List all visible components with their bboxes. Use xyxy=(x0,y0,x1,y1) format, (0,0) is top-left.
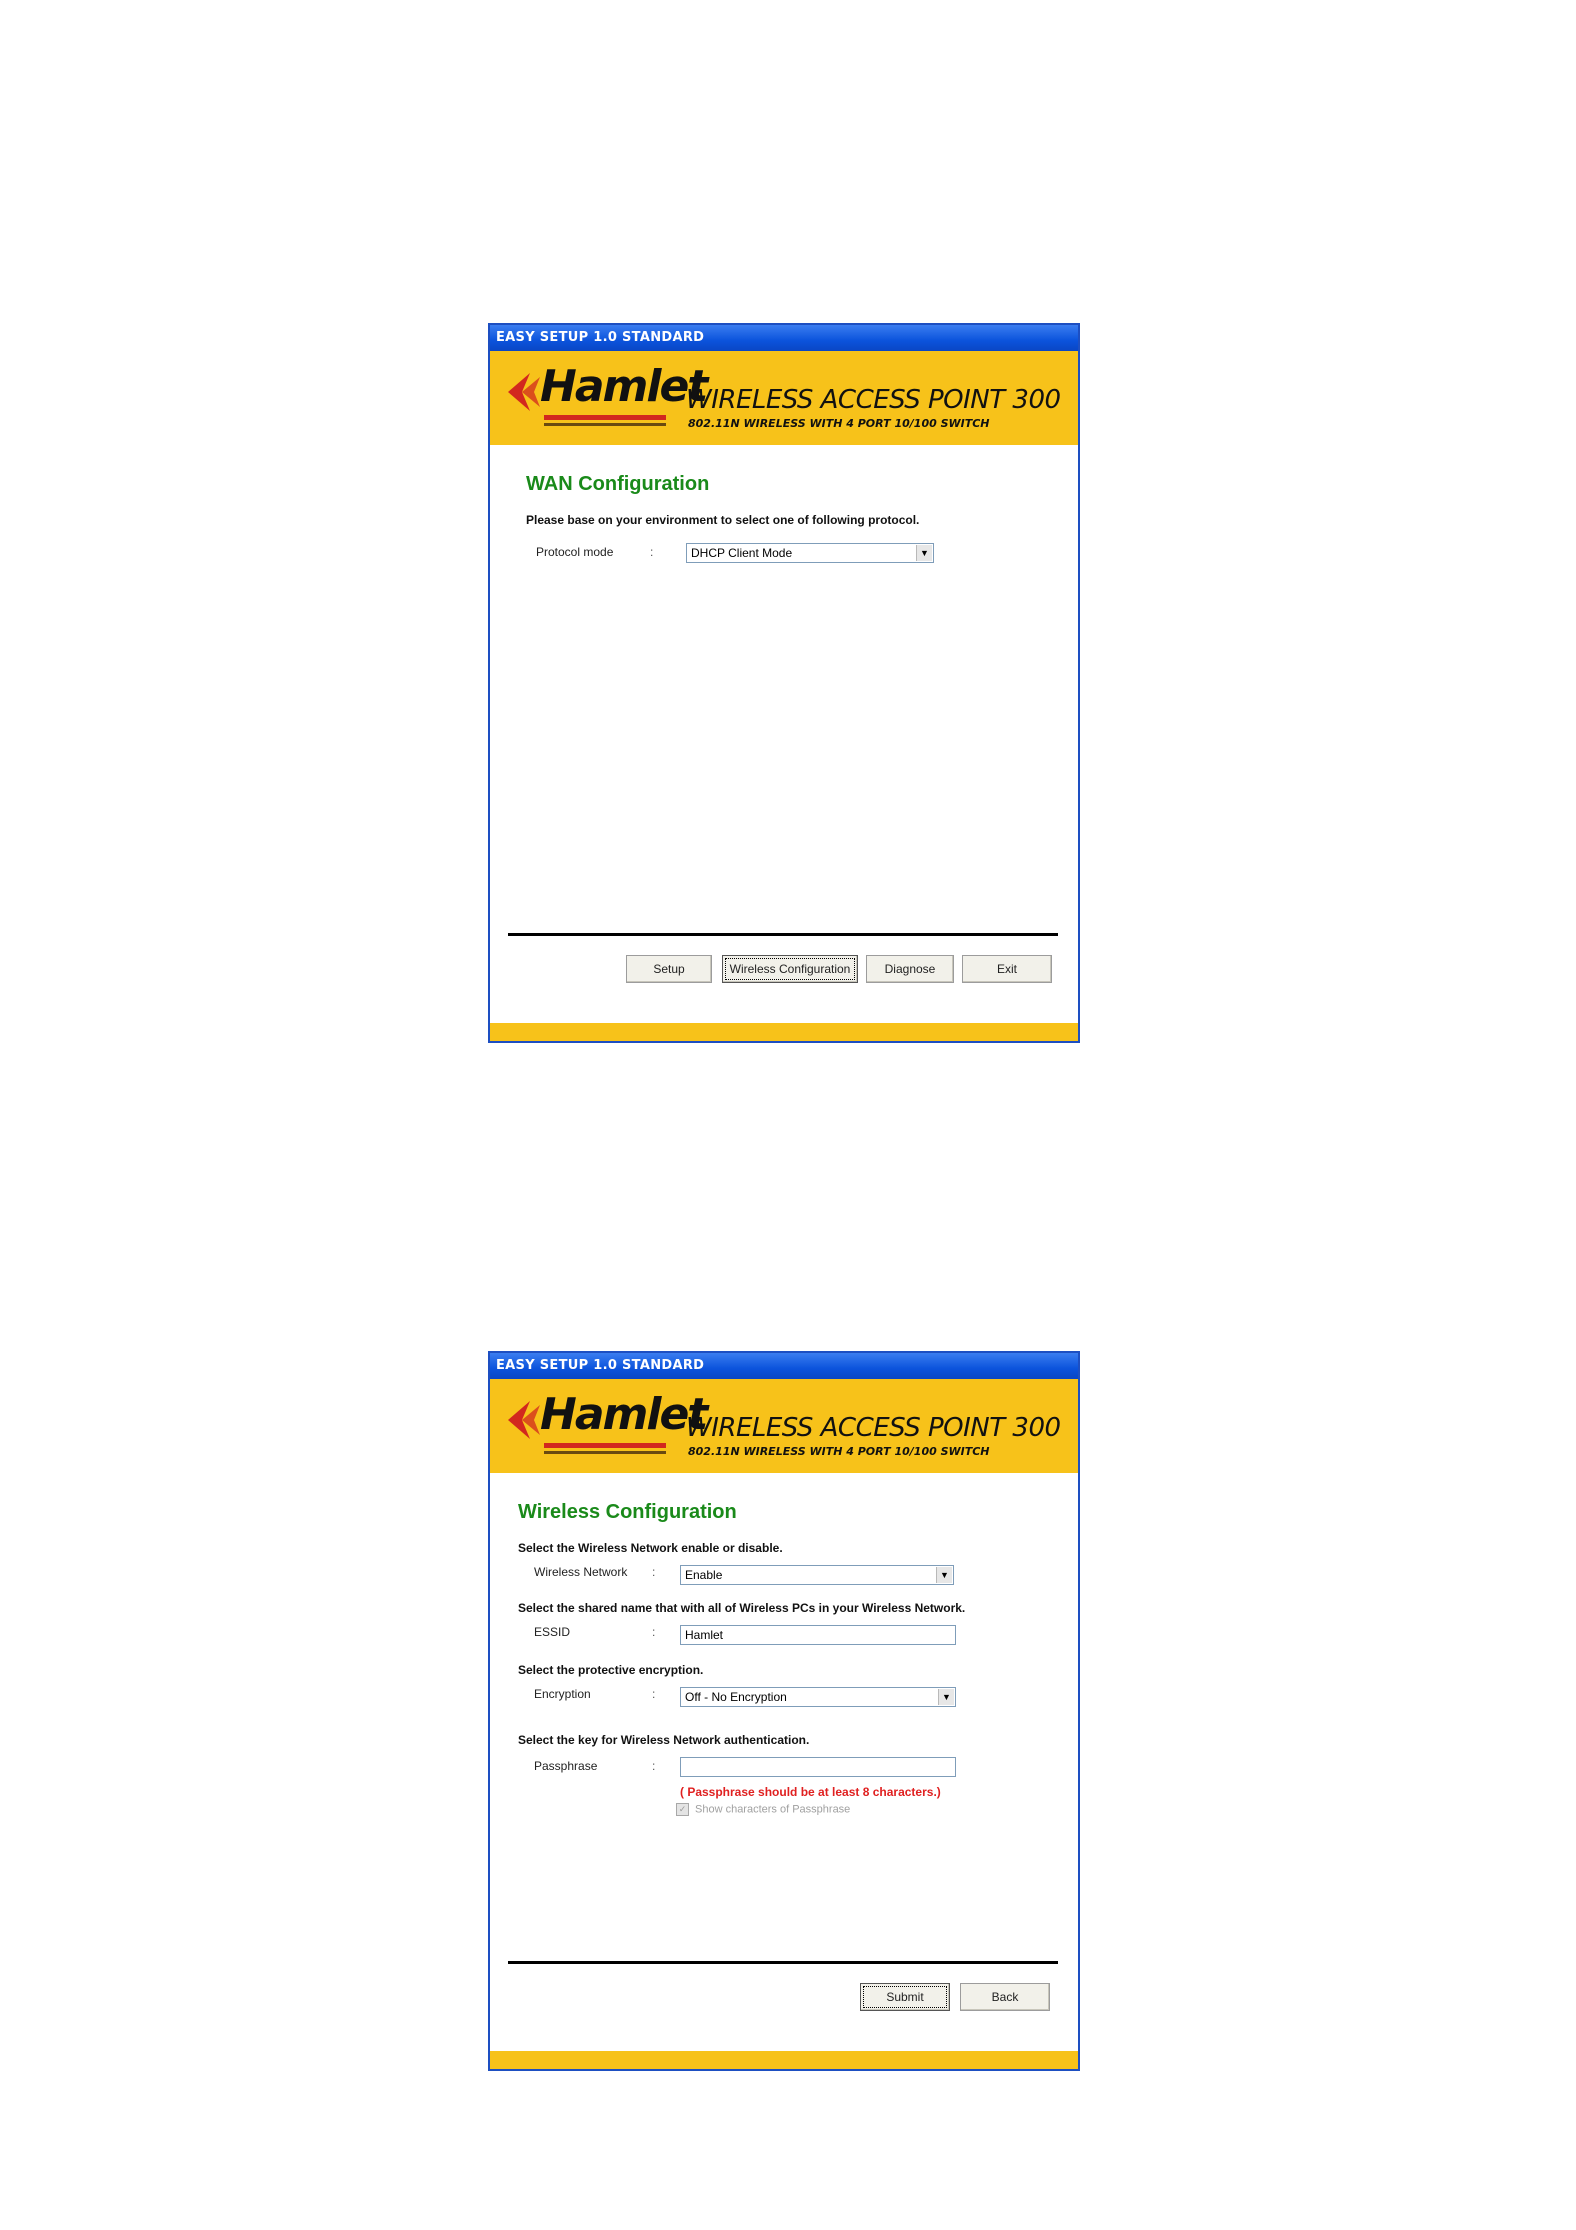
submit-button[interactable]: Submit xyxy=(860,1983,950,2011)
essid-instruction: Select the shared name that with all of Wireless PCs in your Wireless Network. xyxy=(518,1601,966,1615)
wireless-setup-window xyxy=(488,1351,1080,2071)
show-passphrase-row[interactable] xyxy=(676,1803,850,1816)
passphrase-warning: ( Passphrase should be at least 8 characters.) xyxy=(680,1785,941,1799)
protocol-mode-select[interactable] xyxy=(686,543,934,563)
window-title-bar: EASY SETUP 1.0 STANDARD xyxy=(490,325,1078,351)
divider-line xyxy=(508,1961,1058,1964)
footer-bar xyxy=(490,2051,1078,2069)
logo-underline xyxy=(544,415,666,420)
essid-label: ESSID xyxy=(534,1625,571,1639)
protocol-instruction: Please base on your environment to select one of following protocol. xyxy=(526,513,920,527)
hamlet-logo xyxy=(500,361,707,435)
section-title: WAN Configuration xyxy=(526,473,710,495)
wireless-content xyxy=(490,1473,1078,2069)
wireless-network-select[interactable] xyxy=(680,1565,954,1585)
hamlet-logo xyxy=(500,1389,707,1463)
logo-tagline xyxy=(544,423,666,426)
product-subtitle: 802.11N WIRELESS WITH 4 PORT 10/100 SWITCH xyxy=(688,417,990,430)
wireless-network-label: Wireless Network xyxy=(534,1565,628,1579)
show-passphrase-checkbox[interactable]: ✓ xyxy=(676,1803,689,1816)
section-title: Wireless Configuration xyxy=(518,1501,737,1523)
product-subtitle: 802.11N WIRELESS WITH 4 PORT 10/100 SWITCH xyxy=(688,1445,990,1458)
network-instruction: Select the Wireless Network enable or disable. xyxy=(518,1541,783,1555)
logo-underline xyxy=(544,1443,666,1448)
setup-button[interactable]: Setup xyxy=(626,955,712,983)
product-title: WIRELESS ACCESS POINT 300 xyxy=(686,1413,1061,1443)
footer-bar xyxy=(490,1023,1078,1041)
label-colon: : xyxy=(652,1687,656,1701)
wireless-configuration-button[interactable]: Wireless Configuration xyxy=(722,955,858,983)
header-banner xyxy=(490,351,1078,445)
essid-input[interactable]: Hamlet xyxy=(680,1625,956,1645)
header-banner xyxy=(490,1379,1078,1473)
logo-wordmark: Hamlet xyxy=(540,361,707,412)
label-colon: : xyxy=(652,1625,656,1639)
encryption-value: Off - No Encryption xyxy=(685,1690,787,1704)
back-button[interactable]: Back xyxy=(960,1983,1050,2011)
key-instruction: Select the key for Wireless Network authentication. xyxy=(518,1733,810,1747)
window-title-bar: EASY SETUP 1.0 STANDARD xyxy=(490,1353,1078,1379)
logo-tagline xyxy=(544,1451,666,1454)
diagnose-button[interactable]: Diagnose xyxy=(866,955,954,983)
label-colon: : xyxy=(650,545,654,559)
chevron-down-icon[interactable]: ▼ xyxy=(916,545,932,561)
product-title: WIRELESS ACCESS POINT 300 xyxy=(686,385,1061,415)
encryption-select[interactable] xyxy=(680,1687,956,1707)
logo-wordmark: Hamlet xyxy=(540,1389,707,1440)
protocol-mode-label: Protocol mode xyxy=(536,545,614,559)
passphrase-input[interactable] xyxy=(680,1757,956,1777)
label-colon: : xyxy=(652,1759,656,1773)
exit-button[interactable]: Exit xyxy=(962,955,1052,983)
protocol-mode-value: DHCP Client Mode xyxy=(691,546,793,560)
label-colon: : xyxy=(652,1565,656,1579)
divider-line xyxy=(508,933,1058,936)
wireless-network-value: Enable xyxy=(685,1568,723,1582)
passphrase-label: Passphrase xyxy=(534,1759,598,1773)
encryption-label: Encryption xyxy=(534,1687,591,1701)
wan-setup-window xyxy=(488,323,1080,1043)
show-passphrase-label: Show characters of Passphrase xyxy=(695,1803,851,1816)
encryption-instruction: Select the protective encryption. xyxy=(518,1663,704,1677)
chevron-down-icon[interactable]: ▼ xyxy=(936,1567,952,1583)
wan-content xyxy=(490,445,1078,1041)
chevron-down-icon[interactable]: ▼ xyxy=(938,1689,954,1705)
